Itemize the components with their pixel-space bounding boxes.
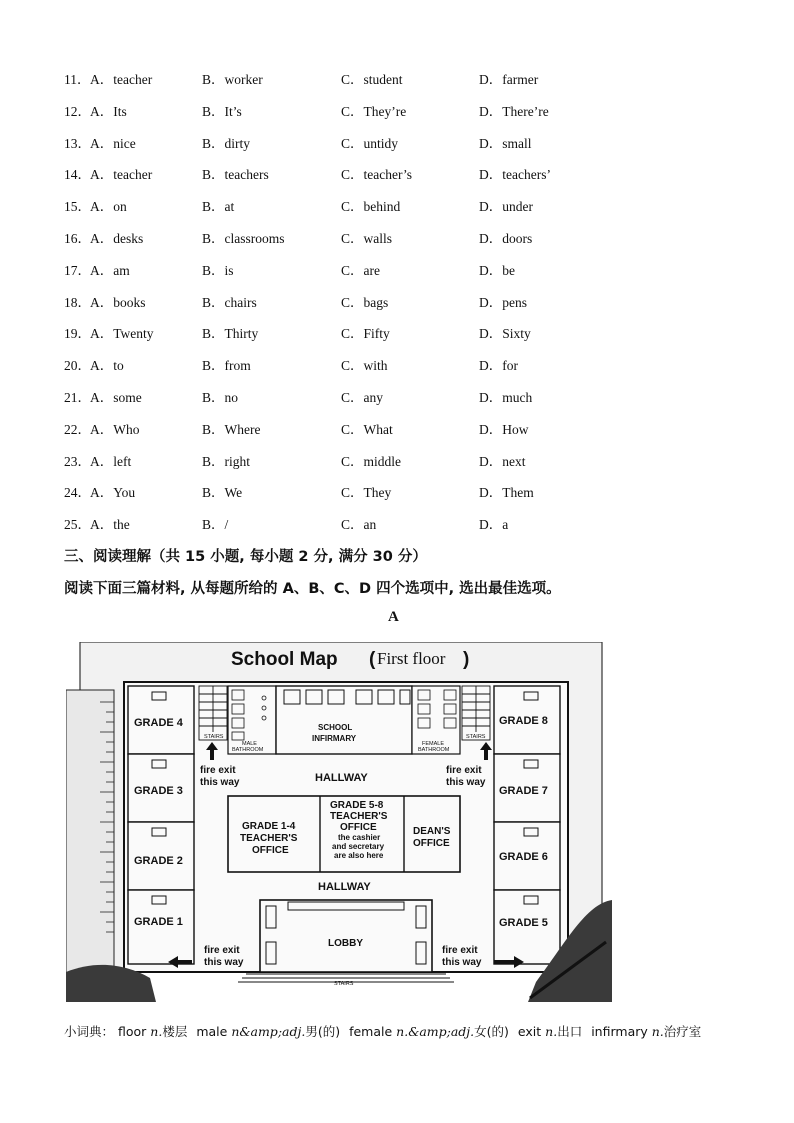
grade-2-room: GRADE 2 <box>134 855 183 867</box>
fire-exit-top-right-2: this way <box>446 777 486 788</box>
option-c: C．They’re <box>341 103 407 119</box>
option-c: C．an <box>341 517 377 533</box>
glossary-pos: n. <box>545 1024 558 1039</box>
glossary-word: infirmary <box>591 1024 648 1039</box>
glossary-meaning: 出口 <box>557 1024 583 1039</box>
option-a: A．Twenty <box>90 326 154 342</box>
option-d: D．How <box>479 421 529 437</box>
question-number: 17． <box>64 262 91 278</box>
option-a: A．Who <box>90 421 140 437</box>
glossary-item <box>349 1024 509 1039</box>
option-c: C．They <box>341 485 392 501</box>
svg-text:the cashier: the cashier <box>338 833 381 842</box>
glossary-pos: n&amp;adj. <box>231 1024 306 1039</box>
option-b: B．teachers <box>202 167 269 183</box>
option-d: D．be <box>479 262 515 278</box>
glossary-item <box>518 1024 582 1039</box>
option-a: A．nice <box>90 135 136 151</box>
grade-6-room: GRADE 6 <box>499 851 548 863</box>
option-d: D．pens <box>479 294 527 310</box>
lobby <box>260 900 432 972</box>
lobby-label: LOBBY <box>328 938 363 949</box>
question-number: 22． <box>64 421 91 437</box>
front-stairs-label: STAIRS <box>334 981 354 987</box>
svg-text:TEACHER'S: TEACHER'S <box>330 811 388 822</box>
question-number: 13． <box>64 135 91 151</box>
option-b: B．classrooms <box>202 230 285 246</box>
svg-text:TEACHER'S: TEACHER'S <box>240 833 298 844</box>
question-number: 14． <box>64 167 91 183</box>
option-b: B．from <box>202 358 251 374</box>
option-c: C．any <box>341 389 383 405</box>
question-number: 23． <box>64 453 91 469</box>
infirmary-label-2: INFIRMARY <box>312 734 357 743</box>
option-b: B．We <box>202 485 243 501</box>
question-number: 24． <box>64 485 91 501</box>
glossary-meaning: 楼层 <box>162 1024 188 1039</box>
option-b: B．dirty <box>202 135 251 151</box>
grade-4-room: GRADE 4 <box>134 717 183 729</box>
option-d: D．for <box>479 358 518 374</box>
fire-exit-bottom-right-2: this way <box>442 957 482 968</box>
option-a: A．You <box>90 485 136 501</box>
option-b: B．It’s <box>202 103 242 119</box>
option-d: D．small <box>479 135 532 151</box>
glossary-item <box>591 1024 701 1039</box>
glossary-meaning: 治疗室 <box>663 1024 702 1039</box>
option-a: A．to <box>90 358 124 374</box>
grade-8-room: GRADE 8 <box>499 715 548 727</box>
option-b: B．right <box>202 453 251 469</box>
svg-text:DEAN'S: DEAN'S <box>413 826 451 837</box>
option-d: D．a <box>479 517 509 533</box>
option-b: B．Thirty <box>202 326 259 342</box>
option-d: D．Them <box>479 485 534 501</box>
fire-exit-top-left-2: this way <box>200 777 240 788</box>
hallway-upper: HALLWAY <box>315 772 368 784</box>
grade-7-room: GRADE 7 <box>499 785 548 797</box>
question-number: 21． <box>64 389 91 405</box>
option-d: D．teachers’ <box>479 167 551 183</box>
grade-3-room: GRADE 3 <box>134 785 183 797</box>
fire-exit-bottom-left-1: fire exit <box>204 945 240 956</box>
option-b: B．/ <box>202 517 229 533</box>
option-d: D．under <box>479 199 533 215</box>
option-a: A．teacher <box>90 167 153 183</box>
option-c: C．Fifty <box>341 326 390 342</box>
svg-text:): ) <box>463 649 470 670</box>
option-d: D．farmer <box>479 72 539 87</box>
option-c: C．bags <box>341 294 389 310</box>
fire-exit-top-right-1: fire exit <box>446 765 482 776</box>
svg-text:GRADE 5-8: GRADE 5-8 <box>330 800 384 811</box>
option-d: D．much <box>479 389 533 405</box>
section-instructions: 阅读下面三篇材料, 从每题所给的 A、B、C、D 四个选项中, 选出最佳选项。 <box>64 581 561 597</box>
option-c: C．untidy <box>341 135 399 151</box>
map-subtitle: First floor <box>377 649 446 668</box>
glossary-word: female <box>349 1024 393 1039</box>
glossary-item <box>118 1024 187 1039</box>
svg-text:(: ( <box>369 649 376 670</box>
glossary-meaning: 女(的) <box>474 1024 509 1039</box>
svg-text:are also here: are also here <box>334 851 384 860</box>
section-title: 三、阅读理解（共 15 小题, 每小题 2 分, 满分 30 分） <box>64 549 427 565</box>
glossary-prefix: 小词典： <box>64 1024 115 1039</box>
option-a: A．left <box>90 453 132 469</box>
female-bathroom-label-2: BATHROOM <box>418 747 450 753</box>
female-bathroom-label-1: FEMALE <box>422 741 445 747</box>
question-number: 15． <box>64 199 91 215</box>
passage-label: A <box>388 609 399 625</box>
glossary-word: exit <box>517 1024 542 1039</box>
option-a: A．am <box>90 262 130 278</box>
question-number: 20． <box>64 358 91 374</box>
fire-exit-bottom-left-2: this way <box>204 957 244 968</box>
option-d: D．doors <box>479 230 533 246</box>
option-a: A．some <box>90 389 142 405</box>
glossary <box>64 1022 710 1040</box>
glossary-pos: n. <box>150 1024 163 1039</box>
option-b: B．chairs <box>202 294 257 310</box>
infirmary-label-1: SCHOOL <box>318 723 353 732</box>
glossary-word: floor <box>118 1024 147 1039</box>
option-b: B．at <box>202 199 235 215</box>
option-d: D．There’re <box>479 103 549 119</box>
glossary-pos: n. <box>651 1024 664 1039</box>
question-number: 11． <box>64 72 91 87</box>
option-b: B．worker <box>202 72 263 87</box>
option-c: C．walls <box>341 230 393 246</box>
option-a: A．on <box>90 199 127 215</box>
glossary-item <box>196 1024 340 1039</box>
glossary-word: male <box>196 1024 228 1039</box>
left-stairs-label: STAIRS <box>204 734 224 740</box>
male-bathroom-label-2: BATHROOM <box>232 747 264 753</box>
option-d: D．next <box>479 453 526 469</box>
fire-exit-top-left-1: fire exit <box>200 765 236 776</box>
question-number: 12． <box>64 103 91 119</box>
option-a: A．the <box>90 517 130 533</box>
option-c: C．teacher’s <box>341 167 412 183</box>
question-number: 16． <box>64 230 91 246</box>
option-a: A．desks <box>90 230 144 246</box>
question-number: 25． <box>64 517 91 533</box>
option-c: C．student <box>341 72 403 87</box>
option-c: C．middle <box>341 453 401 469</box>
school-map-figure <box>66 642 612 1002</box>
svg-text:and secretary: and secretary <box>332 842 385 851</box>
question-number: 18． <box>64 294 91 310</box>
question-number: 19． <box>64 326 91 342</box>
map-title: School Map <box>231 649 338 670</box>
option-a: A．Its <box>90 103 127 119</box>
option-c: C．What <box>341 421 393 437</box>
glossary-pos: n.&amp;adj. <box>396 1024 475 1039</box>
hallway-lower: HALLWAY <box>318 881 371 893</box>
option-c: C．are <box>341 262 380 278</box>
option-b: B．Where <box>202 421 261 437</box>
glossary-meaning: 男(的) <box>305 1024 341 1039</box>
option-b: B．is <box>202 262 234 278</box>
deans-office <box>413 826 451 849</box>
option-d: D．Sixty <box>479 326 531 342</box>
svg-text:OFFICE: OFFICE <box>413 838 450 849</box>
school-map <box>66 642 612 1002</box>
male-bathroom-label-1: MALE <box>242 741 257 747</box>
svg-text:GRADE 1-4: GRADE 1-4 <box>242 821 296 832</box>
right-stairs-label: STAIRS <box>466 734 486 740</box>
option-a: A．teacher <box>90 72 153 87</box>
option-c: C．with <box>341 358 388 374</box>
option-a: A．books <box>90 294 146 310</box>
grade-5-room: GRADE 5 <box>499 917 548 929</box>
svg-text:OFFICE: OFFICE <box>252 845 289 856</box>
fire-exit-bottom-right-1: fire exit <box>442 945 478 956</box>
ruler-image <box>66 690 114 1002</box>
option-c: C．behind <box>341 199 401 215</box>
grade-1-room: GRADE 1 <box>134 916 183 928</box>
option-b: B．no <box>202 389 239 405</box>
svg-text:OFFICE: OFFICE <box>340 822 377 833</box>
